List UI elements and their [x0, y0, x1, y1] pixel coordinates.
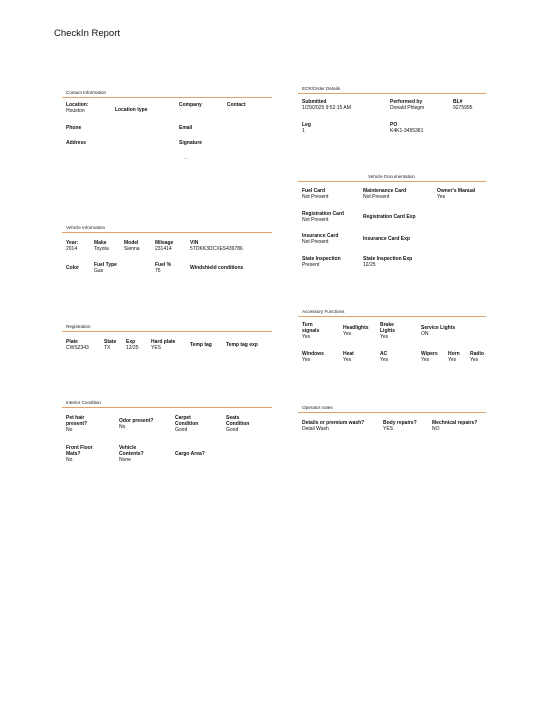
- location-label: Location:: [66, 102, 89, 108]
- fuel-type-value: Gas: [94, 268, 104, 274]
- state-label: State: [104, 339, 117, 345]
- signature-label: Signature: [179, 140, 203, 146]
- year-value: 2014: [66, 246, 78, 252]
- temp-tag-field: [190, 342, 212, 348]
- brake-lights-field: [380, 322, 395, 340]
- state-inspection-value: Present: [302, 262, 320, 268]
- seats-condition-field: [226, 415, 249, 433]
- fuel-percent-label: Fuel %: [155, 262, 172, 268]
- model-label: Model: [124, 240, 139, 246]
- contact-label: Contact: [227, 102, 246, 108]
- fuel-type-label: Fuel Type: [94, 262, 117, 268]
- vehicle-contents-label-line2: Contents?: [119, 451, 144, 457]
- wipers-value: Yes: [421, 357, 430, 363]
- wipers-field: [421, 351, 438, 363]
- registration-card-exp-label: Registration Card Exp: [363, 214, 416, 220]
- seats-condition-label-line2: Condition: [226, 421, 250, 427]
- color-label: Color: [66, 265, 80, 271]
- model-field: [124, 240, 140, 252]
- headlights-label: Headlights: [343, 325, 369, 331]
- phone-field: [66, 125, 81, 131]
- owners-manual-value: Yes: [437, 194, 446, 200]
- front-floor-mats-field: [66, 445, 93, 463]
- performed-by-field: [390, 99, 424, 111]
- state-value: TX: [104, 345, 111, 351]
- service-lights-label: Service Lights: [421, 325, 456, 331]
- leg-field: [302, 122, 311, 134]
- ecr-section-rule: [298, 93, 486, 94]
- po-label: PO: [390, 122, 398, 128]
- pet-hair-value: No: [66, 427, 73, 433]
- location-field: [66, 102, 89, 114]
- location-type-label: Location type: [115, 107, 148, 113]
- temp-tag-exp-label: Temp tag exp: [226, 342, 258, 348]
- registration-section-title: Registration: [66, 324, 91, 329]
- horn-field: [448, 351, 460, 363]
- model-value: Sienna: [124, 246, 140, 252]
- registration-card-label: Registration Card: [302, 211, 344, 217]
- mileage-label: Mileage: [155, 240, 174, 246]
- insurance-card-field: [302, 233, 338, 245]
- fuel-card-field: [302, 188, 328, 200]
- make-label: Make: [94, 240, 107, 246]
- performed-by-value: Donald Phlegm: [390, 105, 425, 111]
- brake-lights-label-line1: Brake: [380, 322, 394, 328]
- bl-label: BL#: [453, 99, 463, 105]
- vin-label: VIN: [190, 240, 199, 246]
- body-repairs-value: YES: [383, 426, 394, 432]
- phone-label: Phone: [66, 125, 82, 131]
- vin-field: [190, 240, 243, 252]
- interior-section-rule: [62, 407, 272, 408]
- temp-tag-label: Temp tag: [190, 342, 212, 348]
- mileage-field: [155, 240, 173, 252]
- fuel-type-field: [94, 262, 117, 274]
- service-lights-field: [421, 325, 455, 337]
- state-inspection-exp-value: 12/25: [363, 262, 376, 268]
- details-wash-field: [302, 420, 364, 432]
- hard-plate-label: Hard plate: [151, 339, 176, 345]
- fuel-percent-field: [155, 262, 171, 274]
- po-field: [390, 122, 423, 134]
- vin-value: 5TDKK3DCXES439786: [190, 246, 243, 252]
- vehicle-section-title: Vehicle Information: [66, 225, 106, 230]
- registration-card-value: Not Present: [302, 217, 329, 223]
- carpet-condition-label-line2: Condition: [175, 421, 199, 427]
- vehicle-contents-field: [119, 445, 144, 463]
- submitted-value: 1/29/2025 9:52:15 AM: [302, 105, 351, 111]
- mechanical-repairs-label: Mechnical repairs?: [432, 420, 478, 426]
- pet-hair-field: [66, 415, 87, 433]
- turn-signals-field: [302, 322, 319, 340]
- plate-field: [66, 339, 89, 351]
- plate-label: Plate: [66, 339, 78, 345]
- email-field: [179, 125, 192, 131]
- contact-field: [227, 102, 246, 108]
- fuel-percent-value: 75: [155, 268, 161, 274]
- turn-signals-label-line1: Turn: [302, 322, 313, 328]
- windows-field: [302, 351, 324, 363]
- leg-label: Leg: [302, 122, 311, 128]
- vehicle-contents-label-line1: Vehicle: [119, 445, 137, 451]
- year-label: Year:: [66, 240, 79, 246]
- brake-lights-label-line2: Lights: [380, 328, 395, 334]
- contact-section-title: Contact Information: [66, 90, 107, 95]
- state-inspection-exp-label: State Inspection Exp: [363, 256, 413, 262]
- registration-card-field: [302, 211, 344, 223]
- headlights-field: [343, 325, 369, 337]
- carpet-condition-field: [175, 415, 198, 433]
- carpet-condition-label-line1: Carpet: [175, 415, 191, 421]
- vehicle-doc-section-title: Vehicle Documentation: [368, 174, 415, 179]
- submitted-field: [302, 99, 351, 111]
- leg-value: 1: [302, 128, 305, 134]
- seats-condition-value: Good: [226, 427, 239, 433]
- operator-section-rule: [298, 412, 486, 413]
- make-field: [94, 240, 109, 252]
- ac-value: Yes: [380, 357, 389, 363]
- body-repairs-field: [383, 420, 417, 432]
- bl-value: 9275995: [453, 105, 473, 111]
- state-inspection-exp-field: [363, 256, 412, 268]
- exp-field: [126, 339, 139, 351]
- registration-section-rule: [62, 331, 272, 332]
- signature-placeholder: [184, 158, 188, 159]
- body-repairs-label: Body repairs?: [383, 420, 417, 426]
- address-field: [66, 140, 86, 146]
- front-floor-mats-label-line2: Mats?: [66, 451, 81, 457]
- radio-field: [470, 351, 484, 363]
- odor-field: [119, 418, 153, 430]
- po-value: K4K1-3455381: [390, 128, 424, 134]
- location-type-field: [115, 107, 148, 113]
- hard-plate-value: YES: [151, 345, 162, 351]
- front-floor-mats-label-line1: Front Floor: [66, 445, 93, 451]
- email-label: Email: [179, 125, 193, 131]
- vehicle-section-rule: [62, 232, 272, 233]
- ac-field: [380, 351, 388, 363]
- maintenance-card-label: Maintenance Card: [363, 188, 407, 194]
- odor-label: Odor present?: [119, 418, 154, 424]
- maintenance-card-field: [363, 188, 406, 200]
- maintenance-card-value: Not Present: [363, 194, 390, 200]
- operator-section-title: Operator notes: [302, 405, 333, 410]
- heat-field: [343, 351, 354, 363]
- contact-section-rule: [62, 97, 272, 98]
- windows-value: Yes: [302, 357, 311, 363]
- carpet-condition-value: Good: [175, 427, 188, 433]
- accessory-section-rule: [298, 316, 486, 317]
- ecr-section-title: ECR/Order Details: [302, 86, 341, 91]
- year-field: [66, 240, 78, 252]
- insurance-card-exp-field: [363, 236, 410, 242]
- bl-field: [453, 99, 472, 111]
- insurance-card-exp-label: Insurance Card Exp: [363, 236, 410, 242]
- turn-signals-value: Yes: [302, 334, 311, 340]
- pet-hair-label-line2: present?: [66, 421, 88, 427]
- plate-value: CWS2343: [66, 345, 89, 351]
- owners-manual-field: [437, 188, 475, 200]
- owners-manual-label: Owner's Manual: [437, 188, 476, 194]
- horn-value: Yes: [448, 357, 457, 363]
- radio-value: Yes: [470, 357, 479, 363]
- insurance-card-value: Not Present: [302, 239, 329, 245]
- vehicle-doc-section-rule: [298, 181, 486, 182]
- windshield-label: Windshield conditions: [190, 265, 244, 271]
- service-lights-value: ON: [421, 331, 429, 337]
- submitted-label: Submitted: [302, 99, 327, 105]
- odor-value: No: [119, 424, 126, 430]
- fuel-card-value: Not Present: [302, 194, 329, 200]
- company-field: [179, 102, 202, 108]
- windshield-field: [190, 265, 243, 271]
- temp-tag-exp-field: [226, 342, 258, 348]
- fuel-card-label: Fuel Card: [302, 188, 326, 194]
- state-field: [104, 339, 116, 351]
- vehicle-contents-value: None: [119, 457, 131, 463]
- signature-field: [179, 140, 202, 146]
- pet-hair-label-line1: Pet hair: [66, 415, 85, 421]
- state-inspection-label: State Inspection: [302, 256, 341, 262]
- heat-value: Yes: [343, 357, 352, 363]
- cargo-area-label: Cargo Area?: [175, 451, 205, 457]
- mechanical-repairs-value: NO: [432, 426, 440, 432]
- address-label: Address: [66, 140, 87, 146]
- headlights-value: Yes: [343, 331, 352, 337]
- windows-label: Windows: [302, 351, 324, 357]
- performed-by-label: Performed by: [390, 99, 423, 105]
- insurance-card-label: Insurance Card: [302, 233, 339, 239]
- horn-label: Horn: [448, 351, 460, 357]
- turn-signals-label-line2: signals: [302, 328, 320, 334]
- interior-section-title: Interior Condition: [66, 400, 101, 405]
- wipers-label: Wipers: [421, 351, 438, 357]
- seats-condition-label-line1: Seats: [226, 415, 240, 421]
- radio-label: Radio: [470, 351, 484, 357]
- exp-value: 12/25: [126, 345, 139, 351]
- make-value: Toyota: [94, 246, 109, 252]
- accessory-section-title: Accessory Functions: [302, 309, 345, 314]
- cargo-area-field: [175, 451, 205, 457]
- page-title: CheckIn Report: [54, 28, 121, 39]
- hard-plate-field: [151, 339, 175, 351]
- brake-lights-value: Yes: [380, 334, 389, 340]
- details-wash-label: Details or premium wash?: [302, 420, 365, 426]
- state-inspection-field: [302, 256, 341, 268]
- ac-label: AC: [380, 351, 388, 357]
- heat-label: Heat: [343, 351, 354, 357]
- mileage-value: 231414: [155, 246, 172, 252]
- color-field: [66, 265, 79, 271]
- company-label: Company: [179, 102, 202, 108]
- details-wash-value: Detail Wash: [302, 426, 329, 432]
- front-floor-mats-value: No: [66, 457, 73, 463]
- exp-label: Exp: [126, 339, 136, 345]
- location-value: Houston: [66, 108, 85, 114]
- mechanical-repairs-field: [432, 420, 477, 432]
- registration-card-exp-field: [363, 214, 416, 220]
